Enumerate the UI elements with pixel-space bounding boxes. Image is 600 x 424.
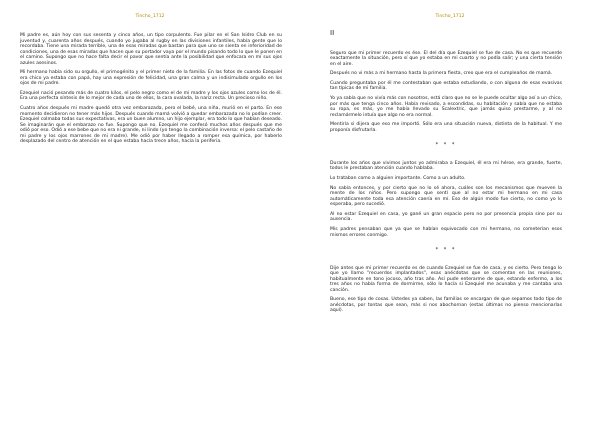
- paragraph: Mi hermano había sido su orgullo, el primogénito y el primer nieto de la familia. En las fotos de cuando Ezequiel era chico ya estaba con papá, hay una expresión de felicidad, una gran calma y un indisimulado orgullo en los ojos de mi padre.: [20, 70, 282, 87]
- paragraph: Cuatro años después mi madre quedó otra vez embarazada, pero el bebé, una niña, murió en el parto. En ese momento decidieron no tener más hijos. Después cuando mamá volvió a quedar embarazada no lo podían creer. Ezequiel colmaba todas sus expectativas, era un buen alumno, un hijo ejemplar, era todo lo que habían deseado. Se imaginarán que el embarazo no fue. Supongo que no. Ezequiel me confesó muchos años después que me odió por eso. Odió a ese bebe que no era ni grande, ni lindo (yo tengo la combinación inversa: el pelo castaño de mi padre y los ojos marrones de mi madre). Me odió por haber llegado a romper esa química, por haberlo desplazado del centro de atención en el que estaba hacía trece años, hacia la periferia.: [20, 106, 282, 145]
- left-page-body: [20, 33, 282, 149]
- paragraph: Durante los años que vivimos juntos yo admiraba a Ezequiel, él era mi héroe, era grande, fuerte, todos le prestaban atención cuando hablaba.: [330, 160, 562, 172]
- paragraph: Dije antes que mi primer recuerdo es de cuando Ezequiel se fue de casa, y es cierto. Pero tengo lo que yo llamo "recuerdos implantados", esas anécdotas que se comentan en las reuniones, habitualmente en tono jocoso, año tras año. Así pude enterarme de que, estando enfermo, a los tres años no había forma de dormirme, sólo lo hacía si Ezequiel me acunaba y me cantaba una canción.: [330, 265, 562, 293]
- paragraph: Mentiría si dijera que eso me importó. Sólo era una situación nueva, distinta de la habitual. Y me proponía disfrutarla.: [330, 122, 562, 133]
- right-page-header: Tincho_1712: [435, 14, 465, 19]
- paragraph: Lo trataban como a alguien importante. Como a un adulto.: [330, 175, 466, 181]
- paragraph: Seguro que mi primer recuerdo es ése. El del día que Ezequiel se fue de casa. No es que recuerde exactamente la situación, pero sí que yo estaba en mi cuarto y no podía salir; y una cierta tensión en el aire.: [330, 50, 562, 67]
- paragraph: Mi padre es, aún hoy con sus sesenta y cinco años, un tipo corpulento. Fue pilar en el San Isidro Club en su juventud y, cuarenta años después, cuando yo jugaba al rugby en las divisiones infantiles, había gente que lo recordaba. Tiene una mirada terrible, una de esas miradas que bastan para que uno se sienta en inferioridad de condiciones, una de esas miradas que hacen que su portador vaya por el mundo pisando todo lo que le ponen en el camino. Supongo que no hace falta decir el pavor que sentía ante la posibilidad que enfocara en mí sus ojos azules asesinos.: [20, 33, 282, 66]
- paragraph: Cuando preguntaba por él me contestaban que estaba estudiando, o con alguna de esas evasivas tan típicas de mi familia.: [330, 80, 562, 92]
- paragraph: No sabía entonces, y por cierto que no lo sé ahora, cuáles son los mecanismos que mueven la mente de los niños. Pero supongo que sentí que al no estar mi hermano en mi casa automáticamente toda esa atención caería en mí. Eso de algún modo fue cierto, no como yo lo esperaba, pero sucedió.: [330, 185, 562, 208]
- paragraph: Bueno, ese tipo de cosas. Ustedes ya saben, las familias se encargan de que sepamos todo tipo de anécdotas, por tontas que sean, más si nos abochornan (estas últimas no pienso mencionarlas aquí).: [330, 297, 562, 314]
- section-separator: * * *: [435, 247, 457, 253]
- paragraph: Al no estar Ezequiel en casa, yo gané un gran espacio pero no por presencia propia sino por su ausencia.: [330, 211, 562, 223]
- paragraph: Yo ya sabía que no vivía más con nosotros, está claro que no se le puede ocultar algo así a un chico, por más que tenga cinco años. Había revisado, a escondidas, su habitación y sabía que no estaba su ropa, es más, yo me había llevado su Scalextric, que jamás quiso prestarme, y al no reclamármelo intuía que algo no era normal.: [330, 96, 562, 118]
- paragraph: Después no vi más a mi hermano hasta la primera fiesta, creo que era el cumpleaños de mamá.: [330, 71, 553, 77]
- section-separator: * * *: [435, 142, 457, 149]
- paragraph: Mis padres pensaban que ya que se habían equivocado con mi hermano, no cometerían esos mismos errores conmigo.: [330, 227, 562, 238]
- paragraph: Ezequiel nació pesando más de cuatro kilos, el pelo negro como el de mi madre y los ojos azules como los de él. Era una perfecta síntesis de lo mejor de cada uno de ellos, la cara ovalada, la nariz recta. Un precioso niño.: [20, 90, 282, 102]
- left-page-header: Tincho_1712: [135, 14, 165, 19]
- chapter-number: II: [330, 29, 335, 37]
- right-page-body: [330, 31, 562, 318]
